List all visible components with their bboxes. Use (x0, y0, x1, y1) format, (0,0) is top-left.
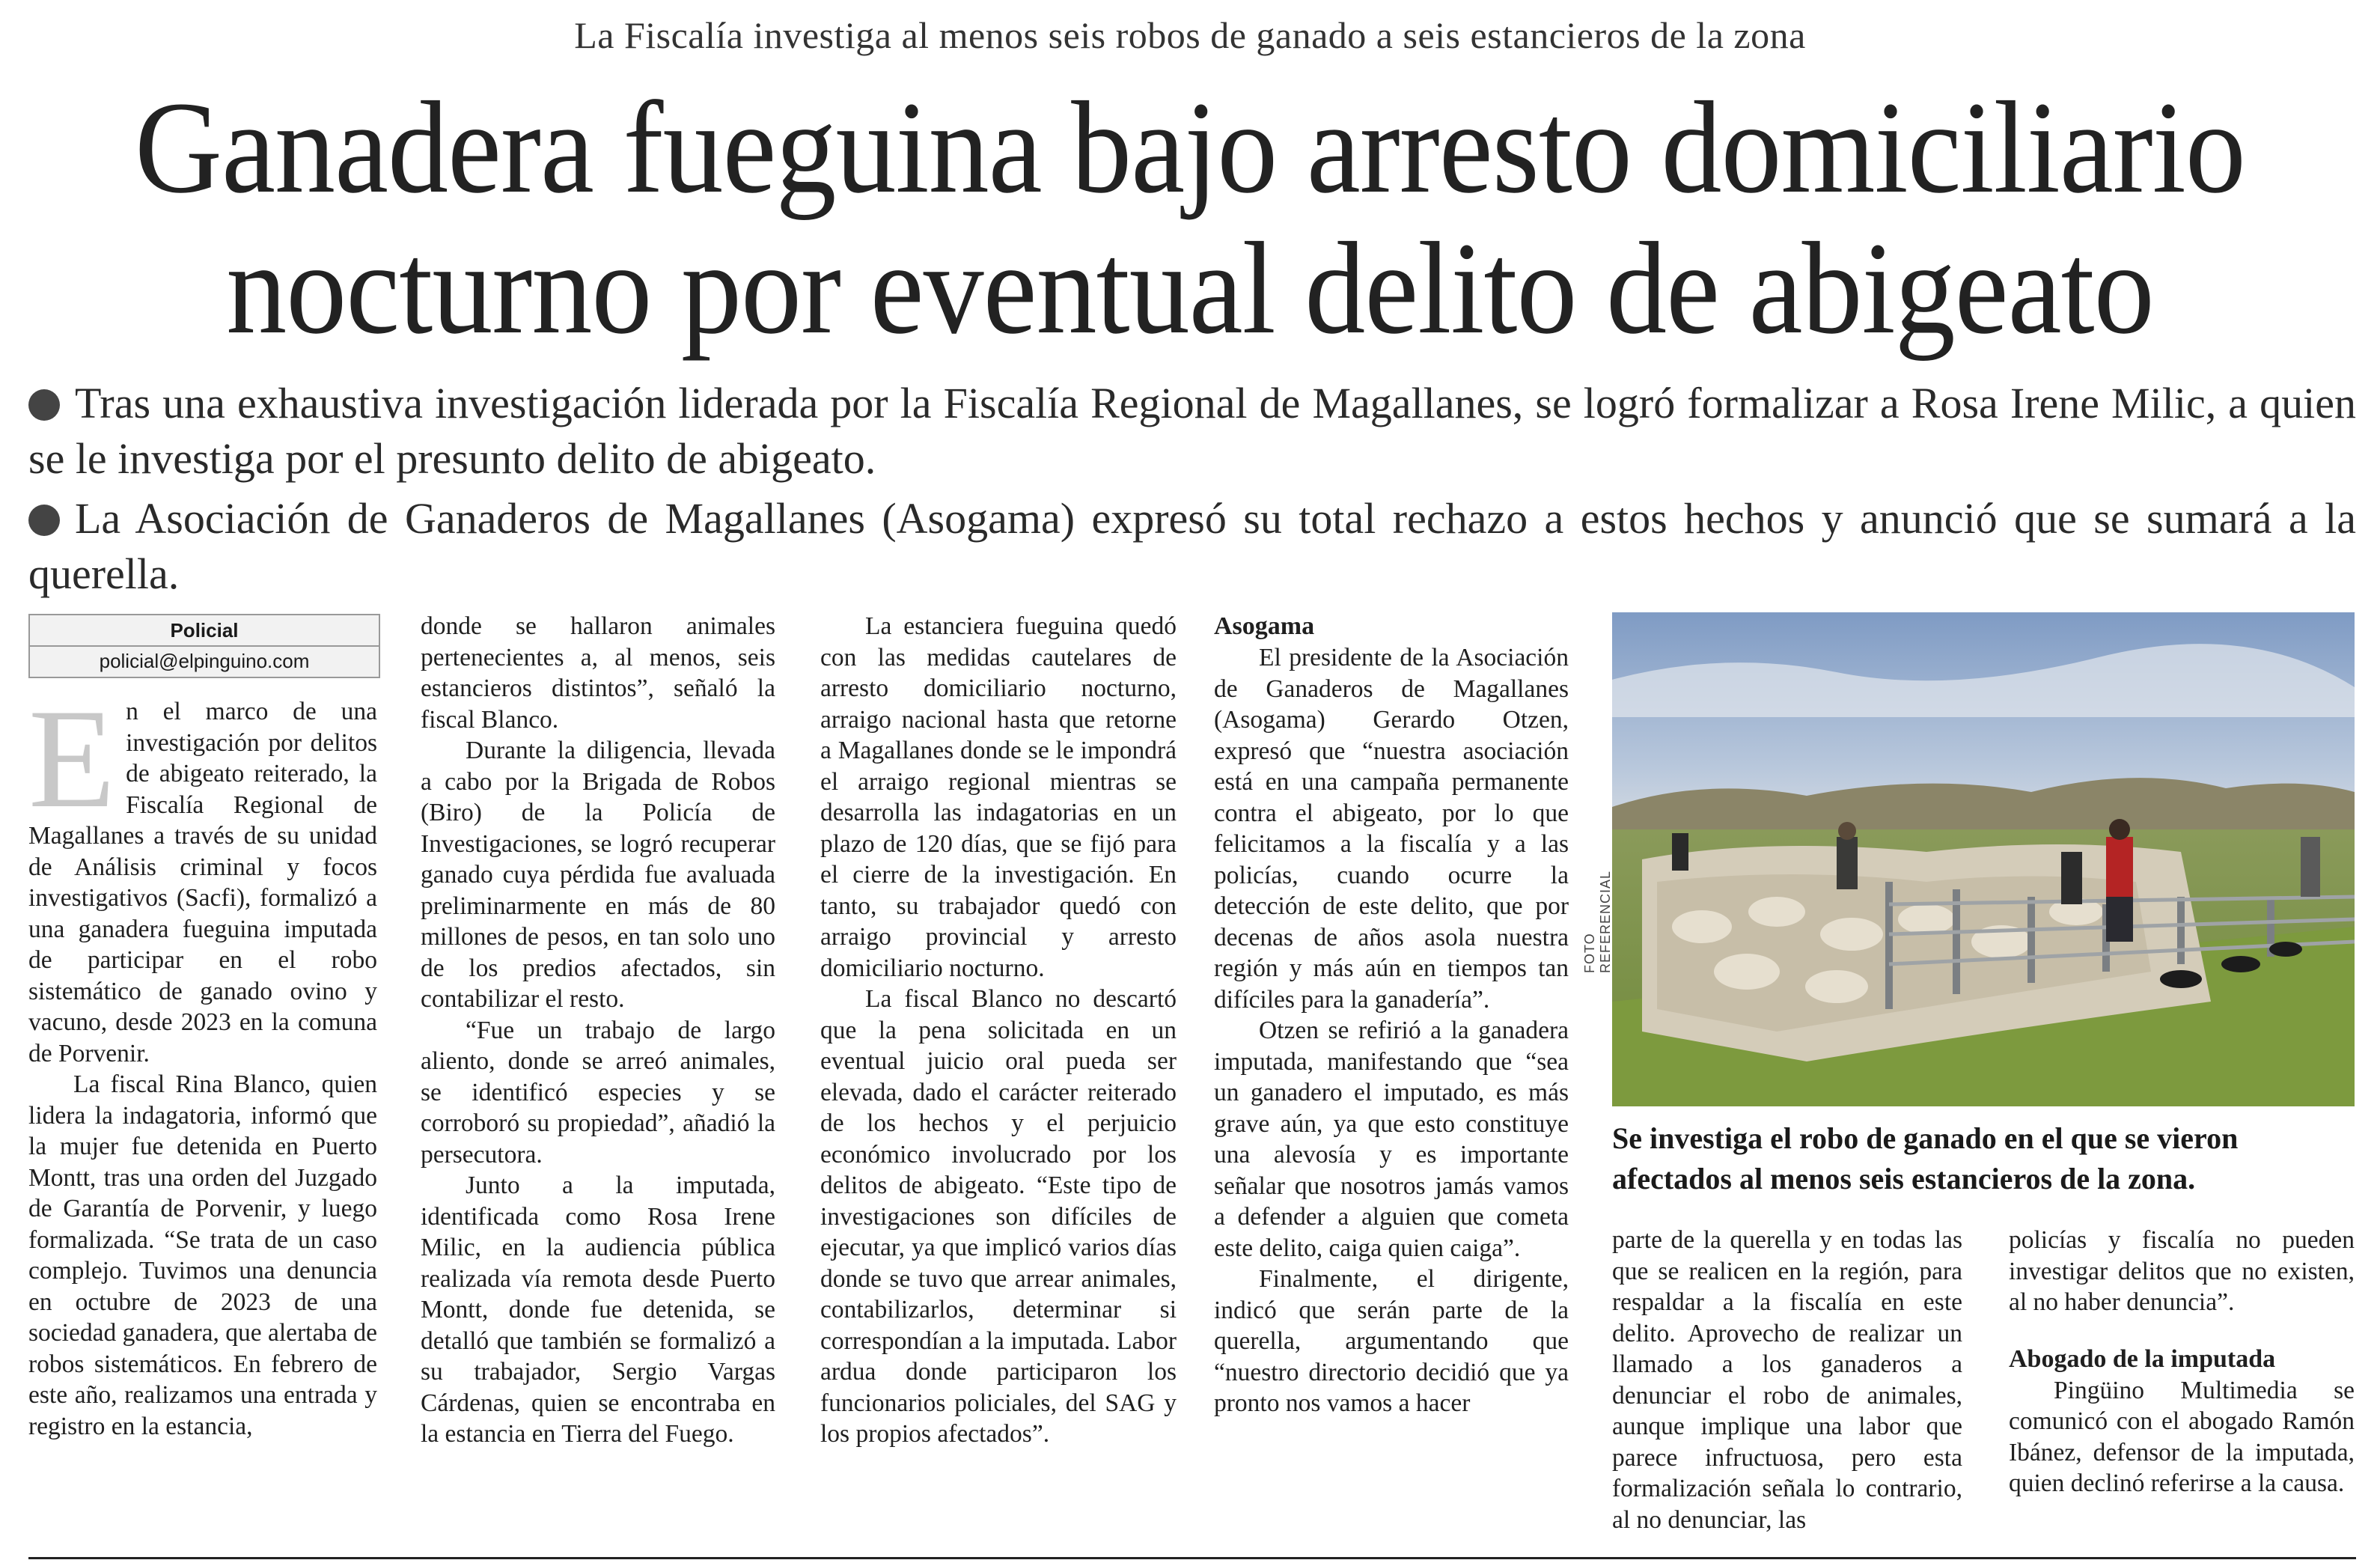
article-paragraph: Finalmente, el dirigente, indicó que serán parte de la querella, argumentando que “nuestro directorio decidió que ya pronto nos vamos a hacer (1214, 1265, 1569, 1417)
article-paragraph: Otzen se refirió a la ganadera imputada, manifestando que “sea un ganadero el imputado, es más grave aún, ya que esto constituye una alevosía y es importante señalar que nosotros jamás vamos a defender a alguien que cometa este delito, caiga quien caiga”. (1214, 1017, 1569, 1262)
bottom-rule (28, 1557, 2356, 1559)
byline-email[interactable]: policial@elpinguino.com (99, 650, 310, 672)
bullet-dot-icon (28, 505, 60, 536)
article-photo (1612, 612, 2355, 1106)
article-column-2 (421, 611, 775, 1450)
article-paragraph: “Fue un trabajo de largo aliento, donde se arreó animales, se identificó especies y se corroboró su propiedad”, añadió la persecutora. (421, 1016, 775, 1169)
summary-bullet (28, 491, 2356, 602)
kicker: La Fiscalía investiga al menos seis robos de ganado a seis estancieros de la zona (574, 14, 1806, 56)
article-paragraph: Durante la diligencia, llevada a cabo por la Brigada de Robos (Biro) de la Policía de Investigaciones, se logró recuperar ganado cuya pérdida fue avaluada preliminarmente en más de 80 millones de pesos, en tan solo uno de los predios afectados, sin contabilizar el resto. (421, 737, 775, 1013)
article-paragraph: Junto a la imputada, identificada como Rosa Irene Milic, en la audiencia pública realizada vía remota desde Puerto Montt, donde fue detenida, se detalló que también se formalizó a su trabajador, Sergio Vargas Cárdenas, quien se encontraba en la estancia en Tierra del Fuego. (421, 1172, 775, 1448)
article-paragraph: La fiscal Rina Blanco, quien lidera la indagatoria, informó que la mujer fue detenida en Puerto Montt, tras una orden del Juzgado de Garantía de Porvenir, y luego formalizada. “Se trata de un caso complejo. Tuvimos una denuncia en octubre de 2023 de una sociedad ganadera, que alertaba de robos sistemáticos. En febrero de este año, realizamos una entrada y registro en la estancia, (28, 1070, 377, 1440)
bullet-dot-icon (28, 389, 60, 421)
article-column-6 (2009, 1225, 2355, 1499)
article-paragraph: policías y fiscalía no pueden investigar delitos que no existen, al no haber denuncia”. (2009, 1226, 2355, 1316)
headline (123, 75, 2257, 362)
article-column-1 (28, 680, 377, 1442)
article-paragraph: Pingüino Multimedia se comunicó con el abogado Ramón Ibánez, defensor de la imputada, quien declinó referirse a la causa. (2009, 1376, 2355, 1497)
subheading-asogama: Asogama (1214, 612, 1315, 640)
summary-bullets (28, 376, 2356, 606)
summary-bullet (28, 376, 2356, 487)
sheep-corral-image (1612, 612, 2355, 1106)
article-paragraph: n el marco de una investigación por delitos de abigeato reiterado, la Fiscalía Regional de Magallanes a través de su unidad de Análisis criminal y focos investigativos (Sacfi), formalizó a una ganadera fueguina imputada de participar en el robo sistemático de ganado ovino y vacuno, desde 2023 en la comuna de Porvenir. (28, 698, 377, 1067)
article-paragraph: El presidente de la Asociación de Ganaderos de Magallanes (Asogama) Gerardo Otzen, expresó que “nuestra asociación está en una campaña permanente contra el abigeato, por lo que felicitamos a la fiscalía y a las policías, cuando ocurre la detección de este delito, que por decenas de años asola nuestra región y más aún en tiempos tan difíciles para la ganadería”. (1214, 644, 1569, 1014)
photo-credit: FOTO REFERENCIAL (1582, 870, 1613, 973)
article-column-4 (1214, 611, 1569, 1419)
byline-box (28, 614, 380, 678)
headline-line-1: Ganadera fueguina bajo arresto domiciliario (135, 75, 2245, 221)
summary-bullet-text: Tras una exhaustiva investigación liderada por la Fiscalía Regional de Magallanes, se logró formalizar a Rosa Irene Milic, a quien se le investiga por el presunto delito de abigeato. (28, 379, 2356, 483)
article-column-3 (820, 611, 1177, 1450)
article-paragraph: La estanciera fueguina quedó con las medidas cautelares de arresto domiciliario nocturno, arraigo nacional hasta que retorne a Magallanes donde se le impondrá el arraigo regional mientras se desarrolla las indagatorias en un plazo de 120 días, que se fijó para el cierre de la investigación. En tanto, su trabajador quedó con arraigo provincial y arresto domiciliario nocturno. (820, 612, 1177, 982)
headline-line-2: nocturno por eventual delito de abigeato (226, 216, 2154, 362)
subheading-abogado: Abogado de la imputada (2009, 1344, 2276, 1373)
summary-bullet-text: La Asociación de Ganaderos de Magallanes (Asogama) expresó su total rechazo a estos hechos y anunció que se sumará a la querella. (28, 494, 2356, 598)
photo-caption: Se investiga el robo de ganado en el que se vieron afectados al menos seis estancieros de la zona. (1612, 1121, 2239, 1195)
article-paragraph: donde se hallaron animales pertenecientes a, al menos, seis estancieros distintos”, señaló la fiscal Blanco. (421, 612, 775, 734)
article-paragraph: La fiscal Blanco no descartó que la pena solicitada en un eventual juicio oral pueda ser elevada, dado el carácter reiterado de los hechos y el perjuicio económico involucrado por los delitos de abigeato. “Este tipo de investigaciones son difíciles de ejecutar, ya que implicó varios días donde se tuvo que arrear animales, contabilizarlos, determinar si correspondían a la imputada. Labor ardua donde participaron los funcionarios policiales, del SAG y los propios afectados”. (820, 985, 1177, 1448)
article-paragraph: parte de la querella y en todas las que se realicen en la región, para respaldar a la fiscalía en este delito. Aprovecho de realizar un llamado a los ganaderos a denunciar el robo de animales, aunque implique una labor que parece infructuosa, pero esta formalización señala lo contrario, al no denunciar, las (1612, 1226, 1962, 1534)
byline-section: Policial (30, 615, 379, 647)
drop-cap: E (28, 680, 116, 838)
article-column-5 (1612, 1225, 1962, 1535)
